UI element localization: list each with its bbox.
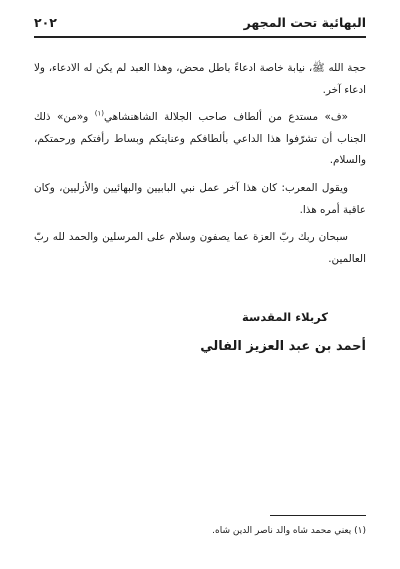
paragraph [34, 58, 366, 101]
signature-place: كربلاء المقدسة [242, 310, 328, 324]
footnote-marker: (١) [94, 109, 104, 118]
header-title: البهائية تحت المجهر [243, 14, 366, 30]
signature-author: أحمد بن عبد العزيز الفالي [200, 339, 366, 354]
paragraph-text: سبحان ربك ربّ العزة عما يصفون وسلام على المرسلين والحمد لله ربّ العالمين. [34, 231, 366, 265]
page-number: ٢٠٢ [34, 14, 57, 30]
paragraph [34, 107, 366, 172]
paragraph [34, 227, 366, 270]
running-header [34, 8, 366, 38]
paragraph-text-continued: و«من» ذلك الجناب أن تشرّفوا هذا الداعي بألطافكم وعنايتكم وبساط رأفتكم ورحمتكم، والسلام. [34, 111, 366, 167]
footnote-separator [270, 515, 366, 516]
body-text [34, 58, 366, 276]
paragraph-text: «ف» مستدع من ألطاف صاحب الجلالة الشاهنشاهي [103, 111, 348, 124]
paragraph-text: حجة الله ﷺ، نيابة خاصة ادعاءً باطل محض، وهذا العبد لم يكن له الادعاء، ولا ادعاء آخر. [34, 62, 366, 96]
footnote: (١) يعني محمد شاه والد ناصر الدين شاه. [212, 526, 366, 536]
paragraph [34, 178, 366, 221]
paragraph-text: ويقول المعرب: كان هذا آخر عمل نبي البابيين والبهائيين والأزليين، وكان عاقبة أمره هذا. [34, 181, 366, 216]
